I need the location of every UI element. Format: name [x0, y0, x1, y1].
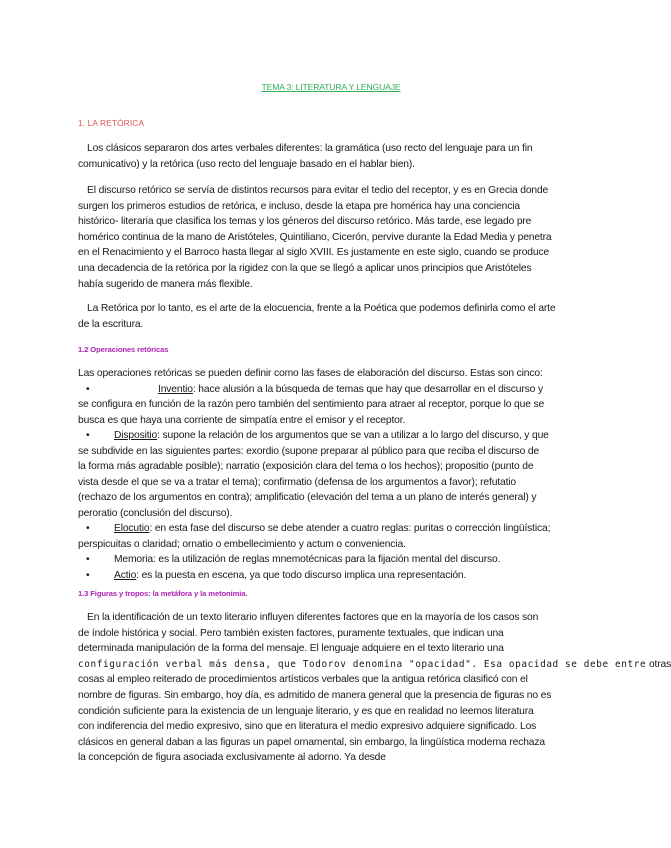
- bullet: •: [86, 554, 90, 565]
- text-line: Los clásicos separaron dos artes verbales diferentes: la gramática (uso recto del lenguaje para un fin: [87, 143, 533, 154]
- list-item: [78, 521, 584, 552]
- text-line: de la escritura.: [78, 318, 144, 330]
- text-line: vista desde el que se va a tratar el tema); confirmatio (defensa de los argumentos a favor); refutatio: [78, 476, 516, 488]
- operaciones-list: [78, 366, 584, 583]
- text-line: se subdivide en las siguientes partes: exordio (supone preparar al público para que reciba el discurso de: [78, 445, 540, 457]
- text-line: busca es que haya una corriente de simpatía entre el emisor y el receptor.: [78, 414, 406, 426]
- item-text: : supone la relación de los argumentos que se van a utilizar a lo largo del discurso, y que: [157, 430, 549, 441]
- text-line: una decadencia de la retórica por la rigidez con la que se llegó a aplicar unos principios que Aristóteles: [78, 262, 532, 274]
- text-line: perspicuitas o claridad; ornatio o embellecimiento y actum o conveniencia.: [78, 538, 406, 550]
- paragraph-retorica-1: [78, 141, 584, 172]
- bullet: •: [86, 430, 90, 441]
- paragraph-retorica-2: [78, 183, 584, 292]
- document-title: TEMA 3: LITERATURA Y LENGUAJE: [261, 82, 401, 92]
- text-line: determinada manipulación de la forma del mensaje. El lenguaje adquiere en el texto literario una: [78, 643, 504, 655]
- text-line: surgen los primeros estudios de retórica, e incluso, desde la etapa pre homérica hay una conciencia: [78, 200, 520, 212]
- paragraph-figuras: [78, 610, 671, 766]
- paragraph-retorica-3: [78, 301, 584, 332]
- bullet: •: [86, 523, 90, 534]
- text-line: homérico continua de la mano de Aristóteles, Quintiliano, Cicerón, pervive durante la Edad Media y penetra: [78, 231, 552, 243]
- list-item: [78, 552, 584, 568]
- text-line: de índole histórica y social. Pero también existen factores, puramente textuales, que indican una: [78, 627, 504, 639]
- list-intro: Las operaciones retóricas se pueden definir como las fases de elaboración del discurso. Estas son cinco:: [78, 368, 543, 379]
- term-actio: Actio: [114, 569, 137, 581]
- item-text: : en esta fase del discurso se debe atender a cuatro reglas: puritas o corrección lingüística;: [149, 523, 551, 534]
- bullet: •: [86, 569, 90, 581]
- text-line: con indiferencia del medio expresivo, sino que en literatura el medio expresivo adquiere significado. Los: [78, 721, 537, 733]
- section-heading-figuras: 1.3 Figuras y tropos: la metáfora y la metonimia.: [78, 589, 248, 598]
- text-line: había sugerido de manera más flexible.: [78, 278, 253, 290]
- text-line: clásicos en general daban a las figuras un papel ornamental, sin embargo, la lingüística moderna rechaza: [78, 736, 545, 748]
- list-item: [78, 568, 584, 584]
- section-heading-operaciones: 1.2 Operaciones retóricas: [78, 345, 169, 354]
- text-line: condición suficiente para la existencia de un lenguaje literario, y es que en realidad no leemos literatura: [78, 705, 534, 717]
- list-item: [78, 382, 584, 429]
- text-line: En la identificación de un texto literario influyen diferentes factores que en la mayoría de los casos son: [87, 612, 539, 623]
- term-inventio: Inventio: [158, 383, 193, 395]
- text-line: El discurso retórico se servía de distintos recursos para evitar el tedio del receptor, y es en Grecia donde: [87, 185, 549, 196]
- item-text: : es la utilización de reglas mnemotécnicas para la fijación mental del discurso.: [153, 554, 501, 565]
- list-item: [78, 428, 584, 521]
- text-line: la concepción de figura asociada exclusivamente al adorno. Ya desde: [78, 752, 386, 764]
- item-text: : es la puesta en escena, ya que todo discurso implica una representación.: [136, 569, 467, 581]
- term-elocutio: Elocutio: [114, 523, 150, 534]
- text-line: nombre de figuras. Sin embargo, hoy día, es admitido de manera general que la presencia de figuras no es: [78, 689, 552, 701]
- text-line: en el Renacimiento y el Barroco hasta llegar al siglo XVIII. Es justamente en este siglo, cuando se produce: [78, 247, 550, 259]
- text-line: comunicativo) y la retórica (uso recto del lenguaje basado en el hablar bien).: [78, 158, 415, 170]
- text-line: se configura en función de la razón pero también del sentimiento para atraer al receptor, porque lo que se: [78, 399, 545, 410]
- text-fragment: otras: [648, 658, 671, 670]
- term-dispositio: Dispositio: [114, 430, 158, 441]
- term-memoria: Memoria: [114, 554, 154, 565]
- text-line: peroratio (conclusión del discurso).: [78, 507, 233, 519]
- text-line: cosas al empleo reiterado de procedimientos artísticos verbales que la antigua retórica clasificó con el: [78, 674, 528, 686]
- text-line: histórico- literaria que clasifica los temas y los géneros del discurso retórico. Más tarde, ese legado pre: [78, 216, 532, 228]
- section-heading-retorica: 1. LA RETÓRICA: [78, 118, 145, 128]
- spaced-text: configuración verbal más densa, que Todorov denomina "opacidad". Esa opacidad se debe entre: [78, 658, 647, 670]
- text-line: (rechazo de los argumentos en contra); amplificatio (elevación del tema a un plano de interés general) y: [78, 492, 537, 503]
- bullet: •: [86, 383, 90, 395]
- item-text: : hace alusión a la búsqueda de temas que hay que desarrollar en el discurso y: [192, 383, 543, 395]
- text-line: la forma más agradable posible); narratio (exposición clara del tema o los hechos); propositio (punto de: [78, 461, 534, 472]
- text-line: La Retórica por lo tanto, es el arte de la elocuencia, frente a la Poética que podemos definirla como el arte: [87, 303, 556, 314]
